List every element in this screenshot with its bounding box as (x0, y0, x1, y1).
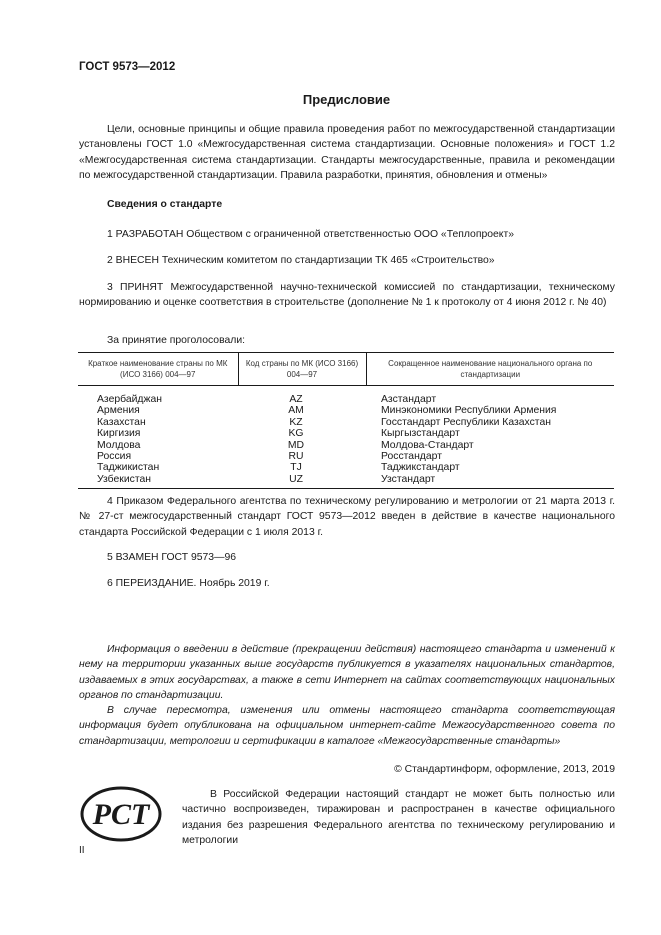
body-cell: Госстандарт Республики Казахстан (381, 416, 551, 428)
table-row (78, 428, 614, 439)
item-1: 1 РАЗРАБОТАН Обществом с ограниченной ответственностью ООО «Теплопроект» (107, 229, 514, 240)
code-cell: UZ (238, 474, 366, 489)
info-heading: Сведения о стандарте (107, 199, 223, 210)
header-body: Сокращенное наименование национального органа по стандартизации (366, 353, 614, 386)
notice-paragraph-1: Информация о введении в действие (прекращении действия) настоящего стандарта и изменений к нему на территории указанных выше государств публикуется в указателях национальных стандартов, издаваемых в этих государствах, а также в сети Интернет на сайтах соответствующих национальных органов по стандартизации. (79, 644, 615, 702)
body-cell: Молдова-Стандарт (381, 439, 474, 451)
country-cell: Казахстан (97, 416, 146, 428)
table-row (78, 405, 614, 416)
header-code: Код страны по МК (ИСО 3166) 004—97 (238, 353, 366, 386)
code-cell: TJ (290, 462, 302, 474)
table-row (78, 462, 614, 473)
country-cell: Россия (97, 451, 132, 463)
body-cell: Таджикстандарт (381, 462, 460, 474)
item-5: 5 ВЗАМЕН ГОСТ 9573—96 (107, 552, 237, 563)
code-cell: RU (288, 451, 304, 463)
table-row (78, 386, 614, 406)
table-row (78, 440, 614, 451)
item-2: 2 ВНЕСЕН Техническим комитетом по стандартизации ТК 465 «Строительство» (107, 255, 495, 266)
header-country: Краткое наименование страны по МК (ИСО 3166) 004—97 (78, 353, 238, 386)
rst-logo (80, 785, 162, 848)
body-cell: Росстандарт (381, 451, 442, 463)
table-header-row (78, 353, 614, 386)
body-cell: Узстандарт (366, 474, 614, 489)
country-cell: Армения (97, 405, 140, 417)
item-4: 4 Приказом Федерального агентства по техническому регулированию и метрологии от 21 марта 2013 г. № 27-ст межгосударственный стандарт ГОСТ 9573—2012 введен в действие в качестве национального стандарта Российской Федерации с 1 июля 2013 г. (79, 496, 615, 538)
country-cell: Молдова (97, 439, 141, 451)
page-number: II (79, 845, 85, 856)
body-cell: Азстандарт (381, 394, 437, 405)
intro-paragraph: Цели, основные принципы и общие правила проведения работ по межгосударственной стандартизации установлены ГОСТ 1.0 «Межгосударственная система стандартизации. Основные положения» и ГОСТ 1.2 «Межгосударственная система стандартизации. Стандарты межгосударственные, правила и рекомендации по межгосударственной стандартизации. Правила разработки, принятия, обновления и отмены» (79, 124, 615, 182)
table-row (78, 451, 614, 462)
code-cell: MD (287, 439, 305, 451)
body-cell: Минэкономики Республики Армения (381, 405, 557, 417)
notice-paragraph-2: В случае пересмотра, изменения или отмены настоящего стандарта соответствующая информация будет опубликована на официальном интернет-сайте Межгосударственного совета по стандартизации, метрологии и сертификации в каталоге «Межгосударственные стандарты» (79, 705, 615, 747)
country-cell: Узбекистан (78, 474, 238, 489)
body-cell: Кыргызстандарт (381, 428, 460, 440)
standard-code-header: ГОСТ 9573—2012 (79, 61, 176, 73)
logo-lettering: РСТ (92, 798, 150, 831)
code-cell: KG (288, 428, 304, 440)
item-6: 6 ПЕРЕИЗДАНИЕ. Ноябрь 2019 г. (107, 578, 270, 589)
country-cell: Киргизия (97, 428, 141, 440)
code-cell: AZ (289, 394, 303, 405)
code-cell: AM (288, 405, 304, 417)
country-cell: Азербайджан (97, 394, 162, 405)
table-row (78, 474, 614, 489)
item-3: 3 ПРИНЯТ Межгосударственной научно-технической комиссией по стандартизации, техническому нормированию и оценке соответствия в строительстве (дополнение № 1 к протоколу от 4 июня 2012 г. № 40) (79, 282, 615, 309)
voted-label: За принятие проголосовали: (107, 335, 246, 346)
voting-table (78, 352, 614, 489)
code-cell: KZ (289, 416, 303, 428)
country-cell: Таджикистан (97, 462, 160, 474)
copyright-line: © Стандартинформ, оформление, 2013, 2019 (394, 764, 615, 775)
table-row (78, 417, 614, 428)
page-title: Предисловие (302, 92, 391, 107)
rights-paragraph: В Российской Федерации настоящий стандарт не может быть полностью или частично воспроизведен, тиражирован и распространен в качестве официального издания без разрешения Федерального агентства по техническому регулированию и метрологии (182, 789, 615, 847)
